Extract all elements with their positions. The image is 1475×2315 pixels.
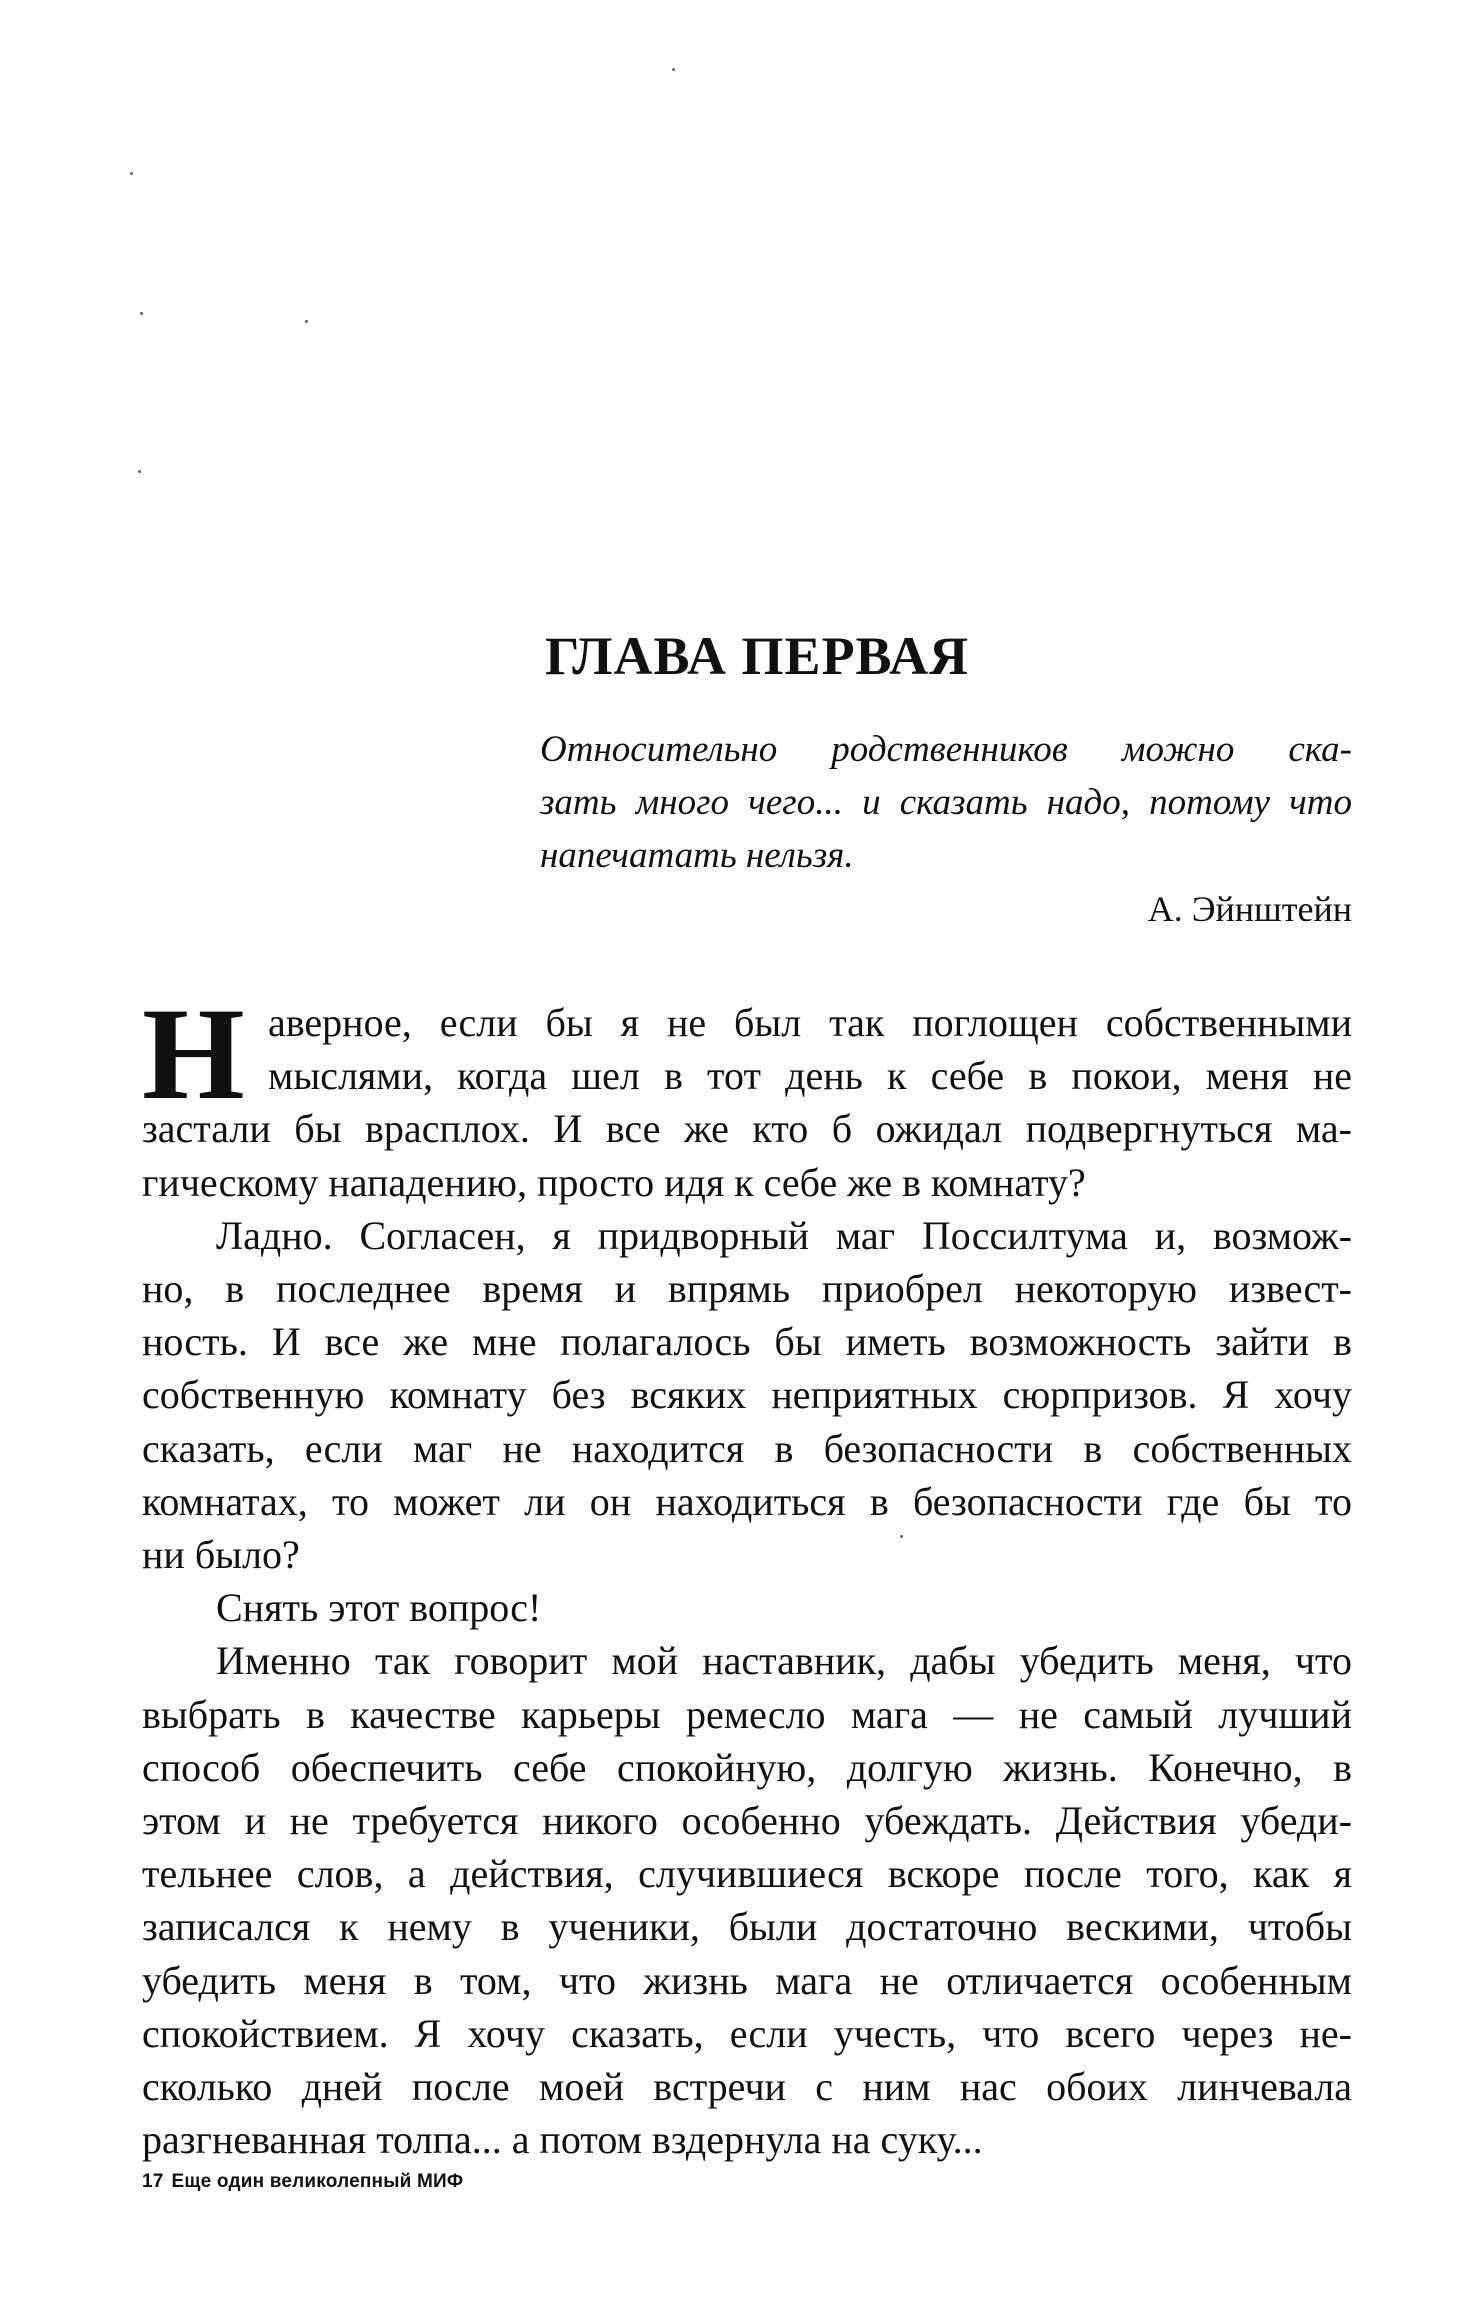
epigraph-line: Относительно родственников можно ска- [540, 729, 1352, 770]
chapter-body [142, 980, 1352, 2166]
text-line: гическому нападению, просто идя к себе же в комнату? [142, 1159, 1086, 1205]
epigraph-line: напечатать нельзя. [540, 835, 854, 876]
text-line: сколько дней после моей встречи с ним нас обоих линчевала [142, 2064, 1352, 2110]
text-line: записался к нему в ученики, были достаточно вескими, чтобы [142, 1904, 1352, 1950]
drop-cap: Н [142, 980, 245, 1127]
running-footer [142, 2171, 463, 2193]
scan-speck [140, 312, 143, 315]
text-line: тельнее слов, а действия, случившиеся вскоре после того, как я [142, 1851, 1352, 1897]
text-line: убедить меня в том, что жизнь мага не отличается особенным [142, 1957, 1352, 2003]
text-line: комнатах, то может ли он находиться в безопасности где бы то [142, 1478, 1352, 1524]
scan-speck [672, 68, 675, 71]
text-line: Именно так говорит мой наставник, дабы убедить меня, что [216, 1638, 1352, 1684]
text-line: собственную комнату без всяких неприятных сюрпризов. Я хочу [142, 1372, 1352, 1418]
epigraph-author: А. Эйнштейн [1147, 889, 1352, 929]
epigraph [540, 723, 1352, 936]
text-line: Ладно. Согласен, я придворный маг Поссилтума и, возмож- [216, 1212, 1352, 1258]
text-line: способ обеспечить себе спокойную, долгую жизнь. Конечно, в [142, 1744, 1352, 1790]
text-line: спокойствием. Я хочу сказать, если учесть, что всего через не- [142, 2010, 1352, 2056]
book-title: Еще один великолепный МИФ [171, 2171, 464, 2192]
chapter-title: ГЛАВА ПЕРВАЯ [545, 626, 970, 686]
text-line: ность. И все же мне полагалось бы иметь возможность зайти в [142, 1319, 1352, 1365]
text-line: аверное, если бы я не был так поглощен собственными [268, 1000, 1352, 1045]
scan-speck [130, 172, 133, 175]
text-line: мыслями, когда шел в тот день к себе в покои, меня не [268, 1053, 1352, 1099]
scan-speck [138, 470, 141, 473]
text-line: сказать, если маг не находится в безопасности в собственных [142, 1425, 1352, 1471]
text-line: застали бы врасплох. И все же кто б ожидал подвергнуться ма- [142, 1106, 1352, 1152]
text-line: ни было? [142, 1532, 300, 1578]
text-line: выбрать в качестве карьеры ремесло мага — не самый лучший [142, 1691, 1352, 1737]
page-number: 17 [142, 2171, 164, 2192]
text-line: но, в последнее время и впрямь приобрел некоторую извест- [142, 1266, 1352, 1312]
text-line: разгневанная толпа... а потом вздернула на суку... [142, 2117, 983, 2163]
text-line: Снять этот вопрос! [216, 1585, 542, 1631]
text-line: этом и не требуется никого особенно убеждать. Действия убеди- [142, 1798, 1352, 1844]
scan-speck [305, 320, 308, 323]
epigraph-line: зать много чего... и сказать надо, потому что [540, 782, 1352, 823]
